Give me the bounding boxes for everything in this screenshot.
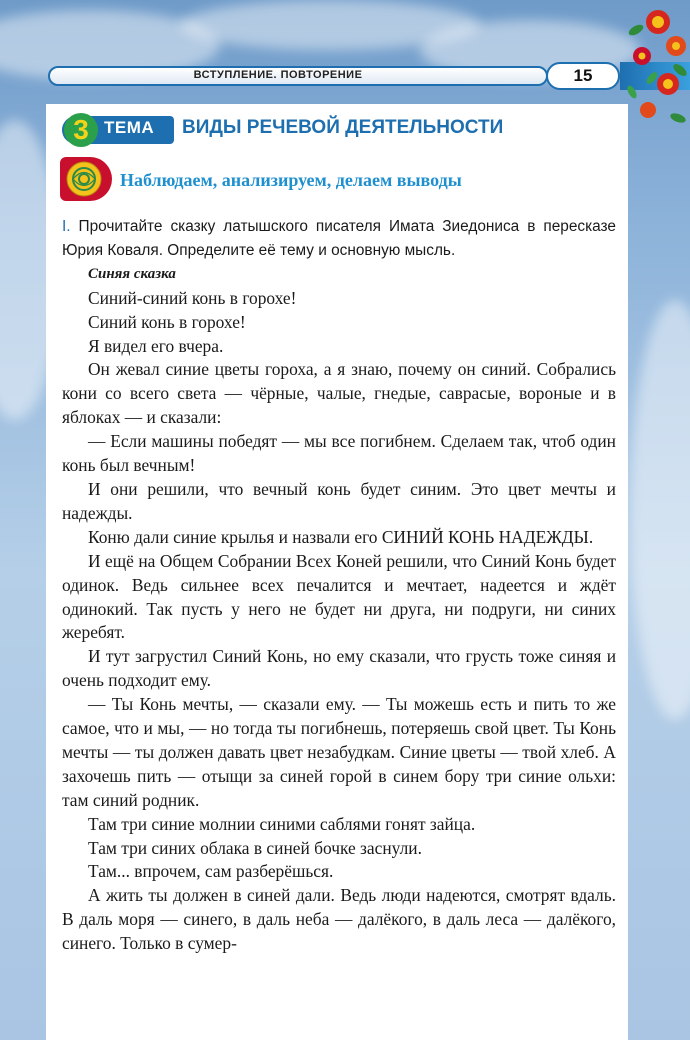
task-text: Прочитайте сказку латышского писателя Имата Зиедониса в пересказе Юрия Коваля. Определите её тему и основную мысль. [62,218,616,259]
section-title: ВСТУПЛЕНИЕ. ПОВТОРЕНИЕ [193,69,363,81]
topic-number: 3 [64,113,98,147]
topic-title: ВИДЫ РЕЧЕВОЙ ДЕЯТЕЛЬНОСТИ [182,117,504,138]
topic-word: ТЕМА [104,118,155,137]
header-bar [48,66,548,86]
story-paragraph: Там... впрочем, сам разберёшься. [88,861,334,882]
floral-ornament-icon [618,0,690,140]
story-paragraph: Синий конь в горохе! [88,311,246,332]
story-paragraph: Синий-синий конь в горохе! [88,287,297,308]
story-paragraph: И ещё на Общем Собрании Всех Коней решили, что Синий Конь будет одинок. Ведь сильнее всех печалится и мечтает, надеется и ждёт одинокий. Так пусть у него не будет ни друга, ни подруги, ни синих жеребят. [62,550,616,643]
story-title: Синяя сказка [88,265,176,282]
story-paragraph: И тут загрустил Синий Конь, но ему сказали, что грусть тоже синяя и очень подходит ему. [62,646,616,691]
section-heading: Наблюдаем, анализируем, делаем выводы [120,170,462,190]
story-paragraph: И они решили, что вечный конь будет синим. Это цвет мечты и надежды. [62,478,616,523]
page-number: 15 [546,62,620,90]
story-paragraph: — Если машины победят — мы все погибнем. Сделаем так, чтоб один конь был вечным! [62,431,616,476]
story-paragraph: Там три синих облака в синей бочке заснули. [88,837,422,858]
d-letter-icon [66,161,102,197]
story-paragraph: Он жевал синие цветы гороха, а я знаю, почему он синий. Собрались кони со всего света — чёрные, чалые, гнедые, саврасые, вороные и в яблоках — и сказали: [62,359,616,428]
task-paragraph [62,215,616,263]
task-number: I. [62,218,71,235]
story-paragraph: — Ты Конь мечты, — сказали ему. — Ты можешь есть и пить то же самое, что и мы, — но тогда ты погибнешь, потеряешь свой цвет. Ты Конь мечты — ты должен давать цвет незабудкам. Синие цветы — твой хлеб. А захочешь пить — отыщи за синей горой в синем бору три синие ольхи: там синий родник. [62,694,616,810]
story-paragraph: Там три синие молнии синими саблями гонят зайца. [88,813,476,834]
story-paragraph: Я видел его вчера. [88,335,224,356]
body-text [62,215,616,956]
story-paragraph: Коню дали синие крылья и назвали его СИНИЙ КОНЬ НАДЕЖДЫ. [88,526,594,547]
story-paragraph: А жить ты должен в синей дали. Ведь люди надеются, смотрят вдаль. В даль моря — синего, в даль неба — далёкого, в даль леса — далёкого, синего. Только в сумер- [62,885,616,954]
